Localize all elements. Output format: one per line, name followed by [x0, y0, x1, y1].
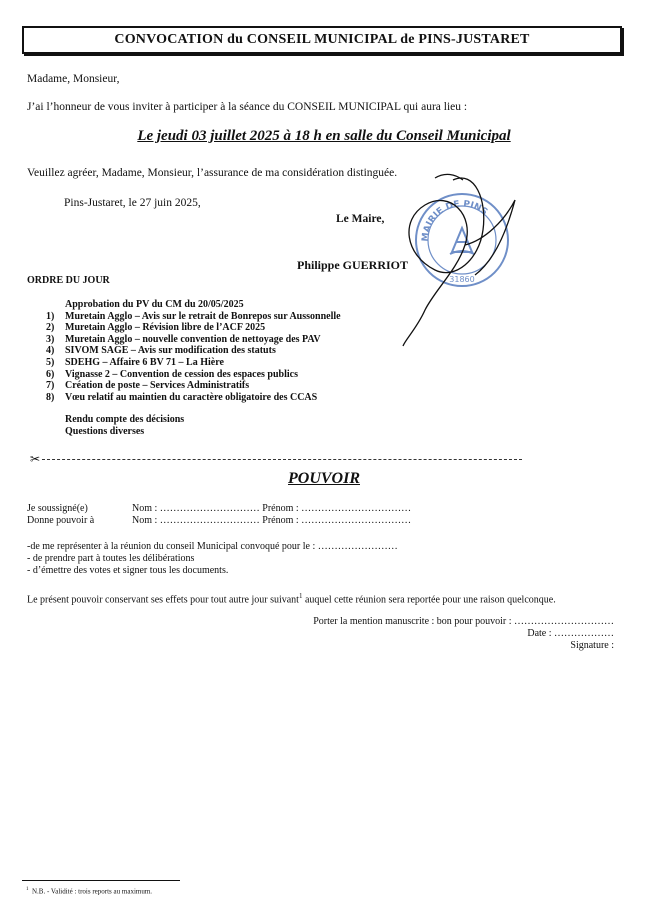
proxy-grantor-label: Je soussigné(e): [27, 503, 88, 514]
footnote-divider: [22, 880, 180, 881]
signer-role: Le Maire,: [336, 213, 385, 225]
agenda-heading: ORDRE DU JOUR: [27, 275, 110, 286]
document-title-box: [22, 26, 622, 54]
mandate-line-3: - d’émettre des votes et signer tous les documents.: [27, 565, 229, 576]
agenda-item: 8) Vœu relatif au maintien du caractère obligatoire des CCAS: [46, 391, 318, 403]
agenda-item: 6) Vignasse 2 – Convention de cession des espaces publics: [46, 368, 298, 380]
agenda-item: 1) Muretain Agglo – Avis sur le retrait de Bonrepos sur Aussonnelle: [46, 310, 341, 322]
mandate-line-2: - de prendre part à toutes les délibérations: [27, 553, 195, 564]
agenda-outro: Questions diverses: [65, 425, 145, 437]
handwritten-mention-line: Porter la mention manuscrite : bon pour pouvoir : …………………………: [313, 616, 614, 627]
mayor-signature: [395, 160, 535, 350]
date-line: Date : ………………: [527, 628, 614, 639]
proxy-grantee-label: Donne pouvoir à: [27, 515, 95, 526]
agenda-item: 4) SIVOM SAGE – Avis sur modification des statuts: [46, 345, 276, 357]
place-date: Pins-Justaret, le 27 juin 2025,: [64, 197, 201, 209]
proxy-title: POUVOIR: [287, 470, 360, 487]
invitation-text: J’ai l’honneur de vous inviter à participer à la séance du CONSEIL MUNICIPAL qui aura lieu :: [27, 101, 468, 113]
closing-text: Veuillez agréer, Madame, Monsieur, l’assurance de ma considération distinguée.: [27, 167, 398, 179]
svg-text:31860: 31860: [449, 275, 475, 284]
agenda-item: 2) Muretain Agglo – Révision libre de l’ACF 2025: [46, 322, 266, 334]
mandate-line-1: -de me représenter à la réunion du conseil Municipal convoqué pour le : ……………………: [27, 541, 398, 552]
signer-name: Philippe GUERRIOT: [297, 258, 409, 272]
footnote: $^1$ N.B. - Validité : trois reports au maximum.: [26, 887, 153, 896]
footnote-ref: 1: [298, 592, 303, 600]
agenda-outro: Rendu compte des décisions: [65, 414, 185, 426]
document-title: CONVOCATION du CONSEIL MUNICIPAL de PINS-JUSTARET: [114, 32, 530, 47]
dashed-divider: [42, 459, 522, 460]
agenda-item: 7) Création de poste – Services Administratifs: [46, 380, 250, 392]
scissors-icon: ✂: [30, 452, 41, 466]
signature-line: Signature :: [570, 640, 614, 651]
salutation: Madame, Monsieur,: [27, 73, 120, 85]
agenda-list: [46, 299, 341, 438]
agenda-item: 3) Muretain Agglo – nouvelle convention de nettoyage des PAV: [46, 333, 321, 345]
meeting-date-line: Le jeudi 03 juillet 2025 à 18 h en salle du Conseil Municipal: [137, 128, 511, 144]
agenda-intro: Approbation du PV du CM du 20/05/2025: [65, 299, 244, 310]
validity-text: Le présent pouvoir conservant ses effets pour tout autre jour suivant$^1$ auquel cette réunion sera reportée pour une raison quelconque.: [27, 592, 556, 606]
agenda-item: 5) SDEHG – Affaire 6 BV 71 – La Hière: [46, 356, 224, 368]
svg-text:MAIRIE DE PINS: MAIRIE DE PINS: [420, 199, 490, 243]
cut-line: [30, 452, 522, 466]
proxy-grantee-fields: Nom : ………………………… Prénom : ……………………………: [132, 515, 412, 526]
proxy-grantor-fields: Nom : ………………………… Prénom : ……………………………: [132, 503, 412, 514]
